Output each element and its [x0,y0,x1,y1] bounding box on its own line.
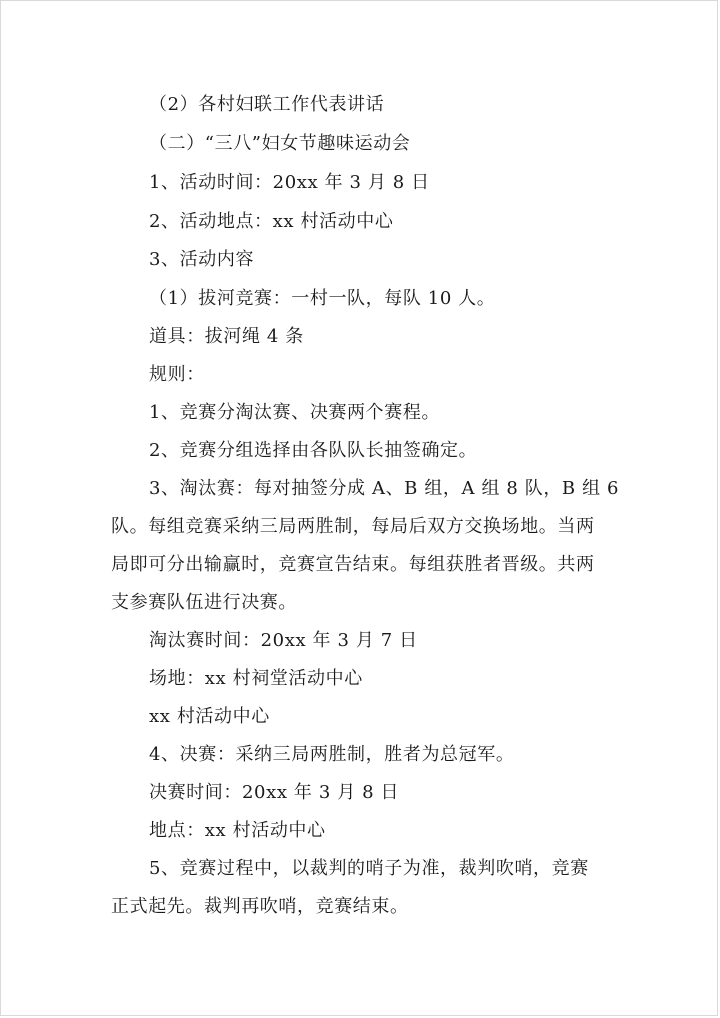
text-line: 2、竞赛分组选择由各队队长抽签确定。 [149,440,478,461]
text-line: 队。每组竞赛采纳三局两胜制，每局后双方交换场地。当两 [111,516,595,537]
text-line: （1）拔河竞赛：一村一队，每队 10 人。 [149,288,496,309]
text-line: （2）各村妇联工作代表讲话 [149,94,385,115]
text-line: 规则： [149,364,205,385]
text-line: 2、活动地点：xx 村活动中心 [149,211,394,232]
text-line: 场地：xx 村祠堂活动中心 [149,668,363,689]
text-line: 支参赛队伍进行决赛。 [111,592,297,613]
text-line: 5、竞赛过程中，以裁判的哨子为准，裁判吹哨，竞赛 [149,858,589,879]
text-line: 3、淘汰赛：每对抽签分成 A、B 组，A 组 8 队，B 组 6 [149,478,620,499]
text-line: xx 村活动中心 [149,706,270,727]
text-line: 3、活动内容 [149,249,255,270]
text-line: 地点：xx 村活动中心 [149,820,326,841]
text-line: 正式起先。裁判再吹哨，竞赛结束。 [111,896,409,917]
text-line: 1、活动时间：20xx 年 3 月 8 日 [149,172,430,193]
section-heading: （二）“三八”妇女节趣味运动会 [149,133,411,154]
text-line: 1、竞赛分淘汰赛、决赛两个赛程。 [149,402,441,423]
text-line: 道具：拔河绳 4 条 [149,326,304,347]
text-line: 局即可分出输赢时，竞赛宣告结束。每组获胜者晋级。共两 [111,554,595,575]
text-line: 决赛时间：20xx 年 3 月 8 日 [149,782,400,803]
text-line: 4、决赛：采纳三局两胜制，胜者为总冠军。 [149,744,515,765]
text-line: 淘汰赛时间：20xx 年 3 月 7 日 [149,630,418,651]
